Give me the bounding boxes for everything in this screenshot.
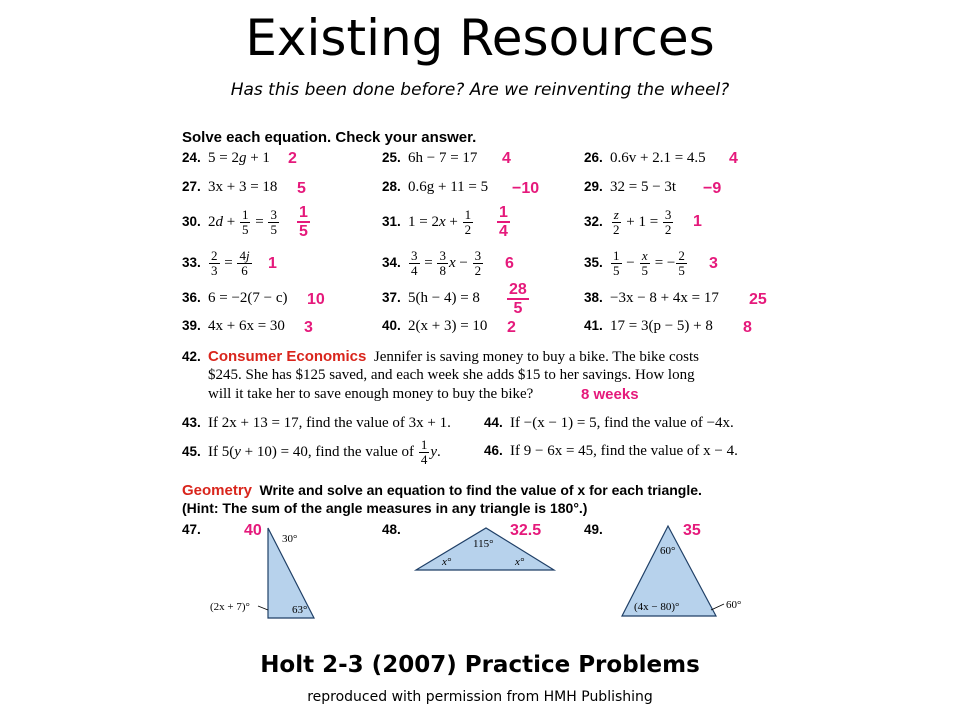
worksheet-image (176, 124, 776, 634)
answer-47: 40 (244, 522, 262, 539)
triangle-figures (176, 124, 776, 634)
footer-subtitle: reproduced with permission from HMH Publishing (307, 689, 653, 705)
geometry-heading: Geometry (182, 482, 253, 499)
triangle-47-label: 47. (182, 522, 201, 537)
answer-28: −10 (512, 180, 540, 197)
problem-39: 39. 4x + 6x = 30 (182, 318, 285, 334)
problem-29: 29. 32 = 5 − 3t (584, 179, 677, 195)
consumer-economics-heading: Consumer Economics (208, 348, 367, 365)
triangle-47-angle-top: 30° (282, 533, 298, 545)
answer-39: 3 (304, 319, 313, 336)
problem-37: 37. 5(h − 4) = 8 (382, 290, 480, 306)
problem-38: 38. −3x − 8 + 4x = 17 (584, 290, 719, 306)
answer-41: 8 (743, 319, 752, 336)
answer-32: 1 (693, 213, 702, 230)
triangle-49-angle-right: 60° (726, 599, 742, 611)
problem-35: 35. $\frac{1}{5}$ − $\frac{x}{5}$ = − $\frac{2}{5}$ (584, 248, 685, 278)
triangle-49-angle-top: 60° (660, 545, 676, 557)
geometry-instructions: Geometry Write and solve an equation to find the value of x for each triangle. (182, 482, 702, 499)
problem-41: 41. 17 = 3(p − 5) + 8 (584, 318, 713, 334)
worksheet-instructions: Solve each equation. Check your answer. (182, 129, 477, 146)
answer-34: 6 (505, 255, 514, 272)
answer-40: 2 (507, 319, 516, 336)
triangle-47-angle-right: 63° (292, 604, 308, 616)
answer-36: 10 (307, 291, 325, 308)
problem-32: 32. $\frac{z}{2}$ + 1 = $\frac{3}{2}$ (584, 207, 672, 237)
problem-31: 31. 1 = 2x + $\frac{1}{2}$ (382, 207, 472, 237)
triangle-49-angle-bottom: (4x − 80)° (634, 601, 680, 613)
triangle-48-angle-top: 115° (473, 538, 494, 550)
triangle-47-angle-left: (2x + 7)° (210, 601, 250, 613)
problem-45: 45. If 5(y + 10) = 40, find the value of $\frac{1}{4}$ y. (182, 437, 441, 467)
triangle-48-label: 48. (382, 522, 401, 537)
answer-31: $\frac{1}{4}$ (499, 204, 508, 240)
problem-40: 40. 2(x + 3) = 10 (382, 318, 488, 334)
problem-46: 46. If 9 − 6x = 45, find the value of x − 4. (484, 443, 738, 459)
problem-24: 24. 5 = 2g + 1 (182, 150, 270, 166)
problem-34: 34. $\frac{3}{4}$ = $\frac{3}{8}$ x − $\frac{3}{2}$ (382, 248, 482, 278)
answer-35: 3 (709, 255, 718, 272)
problem-24-equation: 5 = 2g + 1 (208, 150, 270, 166)
problem-43: 43. If 2x + 13 = 17, find the value of 3x + 1. (182, 415, 451, 431)
answer-24: 2 (288, 150, 297, 167)
problem-27: 27. 3x + 3 = 18 (182, 179, 278, 195)
problem-44: 44. If −(x − 1) = 5, find the value of −4x. (484, 415, 734, 431)
answer-30: $\frac{1}{5}$ (299, 204, 308, 240)
problem-28: 28. 0.6g + 11 = 5 (382, 179, 489, 195)
answer-26: 4 (729, 150, 738, 167)
geometry-hint: (Hint: The sum of the angle measures in any triangle is 180°.) (182, 500, 588, 516)
answer-38: 25 (749, 291, 767, 308)
problem-25: 25. 6h − 7 = 17 (382, 150, 478, 166)
answer-29: −9 (703, 180, 722, 197)
slide-title: Existing Resources (245, 9, 715, 67)
answer-37: $\frac{28}{5}$ (509, 281, 527, 317)
answer-33: 1 (268, 255, 277, 272)
problem-42-line3: will it take her to save enough money to buy the bike? (208, 386, 534, 402)
triangle-49-label: 49. (584, 522, 603, 537)
triangle-48-angle-left: x° (442, 556, 452, 568)
slide-subtitle: Has this been done before? Are we reinventing the wheel? (230, 80, 730, 100)
triangle-48-angle-right: x° (515, 556, 525, 568)
problem-26: 26. 0.6v + 2.1 = 4.5 (584, 150, 706, 166)
answer-25: 4 (502, 150, 511, 167)
answer-48: 32.5 (510, 522, 542, 539)
problem-36: 36. 6 = −2(7 − c) (182, 290, 288, 306)
answer-42: 8 weeks (581, 386, 639, 403)
answer-49: 35 (683, 522, 701, 539)
problem-42: 42. Consumer Economics Jennifer is saving money to buy a bike. The bike costs (182, 348, 699, 365)
problem-42-line2: $245. She has $125 saved, and each week she adds $15 to her savings. How long (208, 367, 695, 383)
problem-30: 30. 2d + $\frac{1}{5}$ = $\frac{3}{5}$ (182, 207, 277, 237)
answer-27: 5 (297, 180, 306, 197)
footer-title: Holt 2-3 (2007) Practice Problems (260, 652, 700, 678)
problem-33: 33. $\frac{2}{3}$ = $\frac{4j}{6}$ (182, 248, 250, 278)
